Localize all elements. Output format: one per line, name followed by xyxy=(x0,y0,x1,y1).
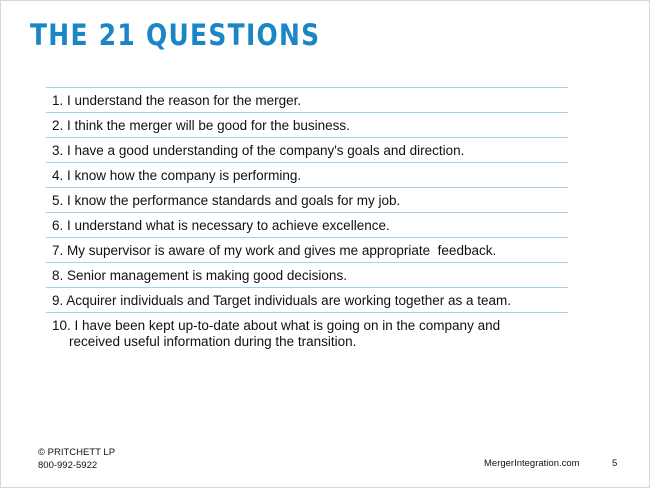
question-number: 5. xyxy=(52,193,64,208)
question-text: I know the performance standards and goals for my job. xyxy=(67,193,401,208)
question-text: I understand what is necessary to achieve excellence. xyxy=(67,218,390,233)
question-text: My supervisor is aware of my work and gives me appropriate feedback. xyxy=(67,243,497,258)
question-number: 7. xyxy=(52,243,64,258)
question-text: I have been kept up-to-date about what is going on in the company and xyxy=(74,318,501,333)
question-item-5 xyxy=(46,187,568,212)
question-text: I think the merger will be good for the business. xyxy=(67,118,350,133)
question-item-9 xyxy=(46,287,568,312)
question-text: Senior management is making good decisions. xyxy=(67,268,347,283)
question-number: 10. xyxy=(52,318,71,333)
question-item-3 xyxy=(46,137,568,162)
footer-phone: 800-992-5922 xyxy=(38,460,98,471)
question-number: 2. xyxy=(52,118,64,133)
question-item-6 xyxy=(46,212,568,237)
question-item-4 xyxy=(46,162,568,187)
question-number: 9. xyxy=(52,293,64,308)
question-text: Acquirer individuals and Target individuals are working together as a team. xyxy=(66,293,512,308)
question-text-continued: received useful information during the transition. xyxy=(69,334,357,349)
question-item-1 xyxy=(46,87,568,112)
question-number: 4. xyxy=(52,168,64,183)
question-item-7 xyxy=(46,237,568,262)
question-list xyxy=(46,87,568,356)
question-number: 3. xyxy=(52,143,64,158)
question-number: 6. xyxy=(52,218,64,233)
question-item-8 xyxy=(46,262,568,287)
footer-website: MergerIntegration.com xyxy=(484,458,580,469)
page-title: THE 21 QUESTIONS xyxy=(30,18,321,52)
page-number: 5 xyxy=(612,458,618,469)
question-item-2 xyxy=(46,112,568,137)
question-text: I understand the reason for the merger. xyxy=(67,93,302,108)
question-text: I have a good understanding of the company's goals and direction. xyxy=(67,143,465,158)
footer-copyright: © PRITCHETT LP xyxy=(38,447,116,458)
footer-company-info xyxy=(38,446,115,472)
question-number: 8. xyxy=(52,268,64,283)
question-item-10 xyxy=(46,312,568,356)
question-number: 1. xyxy=(52,93,64,108)
question-text: I know how the company is performing. xyxy=(67,168,302,183)
